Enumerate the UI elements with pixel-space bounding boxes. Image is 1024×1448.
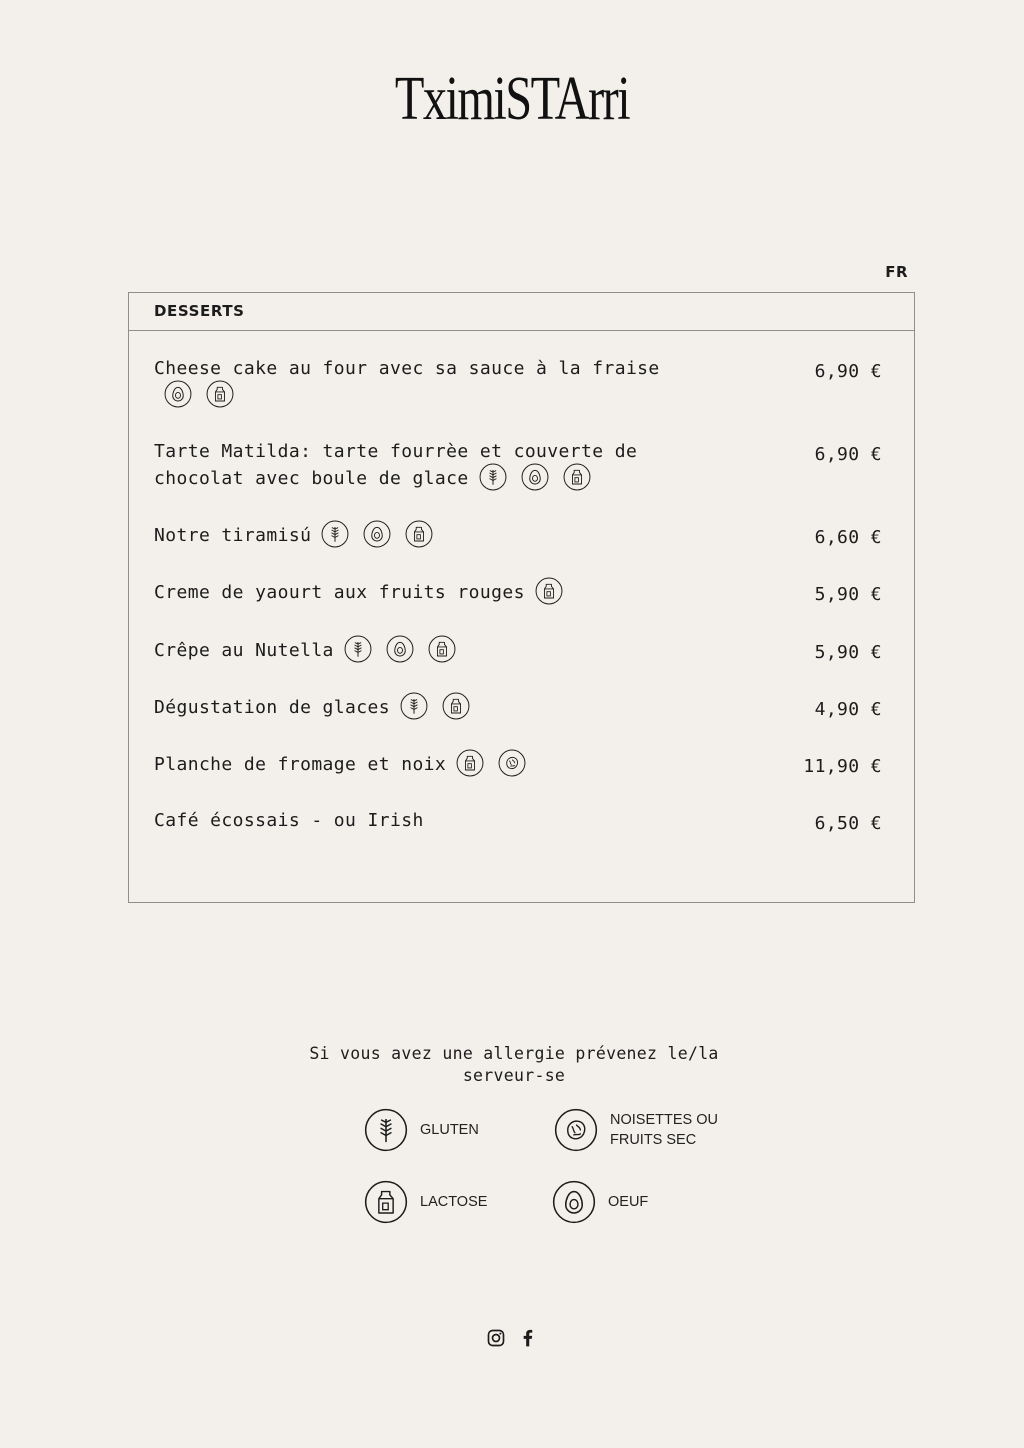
wheat-icon <box>364 1108 408 1152</box>
egg-icon <box>164 380 192 408</box>
brand-logo: TximiSTArri <box>394 65 630 133</box>
legend-item <box>364 1180 487 1224</box>
wheat-icon <box>321 520 349 548</box>
milk-icon <box>364 1180 408 1224</box>
menu-item <box>154 439 882 493</box>
menu-item <box>154 637 882 665</box>
item-name: Planche de fromage et noix <box>154 754 447 775</box>
allergy-notice: Si vous avez une allergie prévenez le/la serveur-se <box>309 1044 719 1085</box>
instagram-icon[interactable] <box>486 1328 506 1348</box>
allergen-icons <box>400 692 470 720</box>
egg-icon <box>521 463 549 491</box>
desserts-menu-card <box>128 292 915 903</box>
wheat-icon <box>400 692 428 720</box>
item-price: 6,50 € <box>814 813 882 834</box>
item-name: Notre tiramisú <box>154 525 312 546</box>
item-name: Café écossais - ou Irish <box>154 810 424 831</box>
language-label: FR <box>885 263 908 281</box>
section-title: DESSERTS <box>129 293 914 331</box>
item-name: Cheese cake au four avec sa sauce à la fraise <box>154 358 660 379</box>
legend-item <box>554 1108 740 1152</box>
milk-icon <box>405 520 433 548</box>
legend-item <box>364 1108 479 1152</box>
menu-item <box>154 522 882 550</box>
nut-icon <box>554 1108 598 1152</box>
egg-icon <box>386 635 414 663</box>
item-price: 6,90 € <box>814 444 882 465</box>
milk-icon <box>428 635 456 663</box>
item-name: Creme de yaourt aux fruits rouges <box>154 582 525 603</box>
milk-icon <box>206 380 234 408</box>
item-name: Crêpe au Nutella <box>154 640 334 661</box>
allergen-legend <box>364 1108 744 1228</box>
milk-icon <box>535 577 563 605</box>
legend-label: NOISETTES OU FRUITS SEC <box>610 1112 718 1148</box>
item-price: 4,90 € <box>814 699 882 720</box>
milk-icon <box>442 692 470 720</box>
allergen-icons <box>164 380 234 408</box>
item-price: 11,90 € <box>803 756 882 777</box>
allergen-icons <box>321 520 433 548</box>
item-name: Dégustation de glaces <box>154 697 390 718</box>
menu-item <box>154 808 882 834</box>
nut-icon <box>498 749 526 777</box>
facebook-icon[interactable] <box>518 1328 538 1348</box>
allergen-icons <box>479 463 591 491</box>
allergen-icons <box>456 749 526 777</box>
item-price: 5,90 € <box>814 642 882 663</box>
allergen-icons <box>535 577 563 605</box>
legend-label: GLUTEN <box>420 1122 479 1138</box>
menu-item <box>154 694 882 722</box>
item-price: 6,60 € <box>814 527 882 548</box>
item-name: Tarte Matilda: tarte fourrèe et couverte de chocolat avec boule de glace <box>154 441 638 489</box>
legend-label: LACTOSE <box>420 1194 488 1210</box>
wheat-icon <box>344 635 372 663</box>
wheat-icon <box>479 463 507 491</box>
menu-item <box>154 751 882 779</box>
egg-icon <box>552 1180 596 1224</box>
item-price: 5,90 € <box>814 584 882 605</box>
legend-label: OEUF <box>608 1194 649 1210</box>
menu-item <box>154 579 882 607</box>
social-links <box>0 1328 1024 1348</box>
item-price: 6,90 € <box>814 361 882 382</box>
egg-icon <box>363 520 391 548</box>
allergen-icons <box>344 635 456 663</box>
milk-icon <box>456 749 484 777</box>
menu-item <box>154 356 882 410</box>
milk-icon <box>563 463 591 491</box>
legend-item <box>552 1180 648 1224</box>
